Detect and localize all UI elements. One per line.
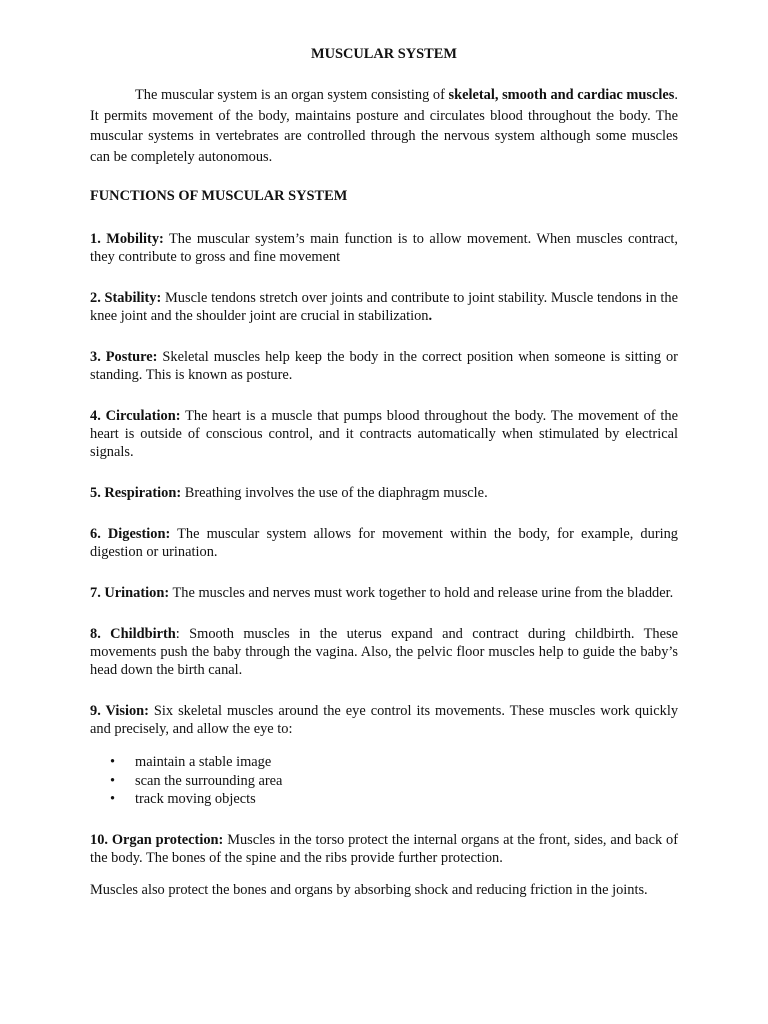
function-label: 2. Stability: <box>90 290 162 306</box>
intro-bold-text: skeletal, smooth and cardiac muscles <box>448 87 675 103</box>
bullet-icon: • <box>110 791 116 807</box>
list-item-text: track moving objects <box>135 791 256 807</box>
function-label: 10. Organ protection: <box>90 831 224 848</box>
document-body <box>90 45 678 899</box>
list-item-text: scan the surrounding area <box>135 772 283 789</box>
function-stability <box>90 289 678 325</box>
document-title: MUSCULAR SYSTEM <box>311 46 457 62</box>
function-mobility <box>90 230 678 266</box>
function-respiration <box>90 484 678 502</box>
intro-paragraph <box>90 85 678 167</box>
bullet-icon: • <box>110 772 116 789</box>
function-label: 6. Digestion: <box>90 526 171 542</box>
function-text: Skeletal muscles help keep the body in the correct position when someone is sitting or standing. This is known as posture. <box>90 349 678 383</box>
function-text: Six skeletal muscles around the eye control its movements. These muscles work quickly and precisely, and allow the eye to: <box>90 703 679 737</box>
closing-paragraph: Muscles also protect the bones and organs by absorbing shock and reducing friction in the joints. <box>90 881 648 898</box>
bullet-icon: • <box>110 754 116 770</box>
function-text: : Smooth muscles in the uterus expand and contract during childbirth. These movements push the baby through the vagina. Also, the pelvic floor muscles help to guide the baby’s head down the birth canal. <box>90 626 678 678</box>
function-text: The muscles and nerves must work together to hold and release urine from the bladder. <box>169 585 674 601</box>
intro-text-start: The muscular system is an organ system consisting of <box>135 87 449 103</box>
function-urination <box>90 584 678 602</box>
function-label: 3. Posture: <box>90 349 158 365</box>
function-label: 7. Urination: <box>90 585 170 601</box>
function-text: Muscles in the torso protect the internal organs at the front, sides, and back of the body. The bones of the spine and the ribs provide further protection. <box>90 831 678 866</box>
function-vision <box>90 702 678 738</box>
function-digestion <box>90 525 678 561</box>
functions-heading: FUNCTIONS OF MUSCULAR SYSTEM <box>90 188 348 204</box>
function-posture <box>90 348 678 384</box>
function-circulation <box>90 407 678 461</box>
list-item <box>90 772 678 791</box>
function-label: 9. Vision: <box>90 703 149 719</box>
vision-list <box>90 753 678 809</box>
function-organ-protection <box>90 831 678 867</box>
list-item <box>90 753 678 772</box>
function-label: 1. Mobility: <box>90 231 164 247</box>
function-trailing-period: . <box>428 308 433 324</box>
function-text: Breathing involves the use of the diaphragm muscle. <box>181 485 488 501</box>
list-item-text: maintain a stable image <box>135 754 272 770</box>
function-label: 4. Circulation: <box>90 408 181 424</box>
function-label: 8. Childbirth <box>90 626 176 642</box>
intro-text-end: . It permits movement of the body, maintains posture and circulates blood throughout the body. The muscular systems in vertebrates are controlled through the nervous system although some muscles can be completely autonomous. <box>90 87 678 165</box>
function-text: The heart is a muscle that pumps blood throughout the body. The movement of the heart is outside of conscious control, and it contracts automatically when stimulated by electrical signals. <box>90 408 678 460</box>
list-item <box>90 790 678 809</box>
function-text: Muscle tendons stretch over joints and contribute to joint stability. Muscle tendons in the knee joint and the shoulder joint are crucial in stabilization <box>90 290 678 324</box>
function-childbirth <box>90 625 678 679</box>
function-text: The muscular system’s main function is to allow movement. When muscles contract, they contribute to gross and fine movement <box>90 231 678 265</box>
function-text: The muscular system allows for movement within the body, for example, during digestion or urination. <box>90 526 678 560</box>
function-label: 5. Respiration: <box>90 485 182 501</box>
